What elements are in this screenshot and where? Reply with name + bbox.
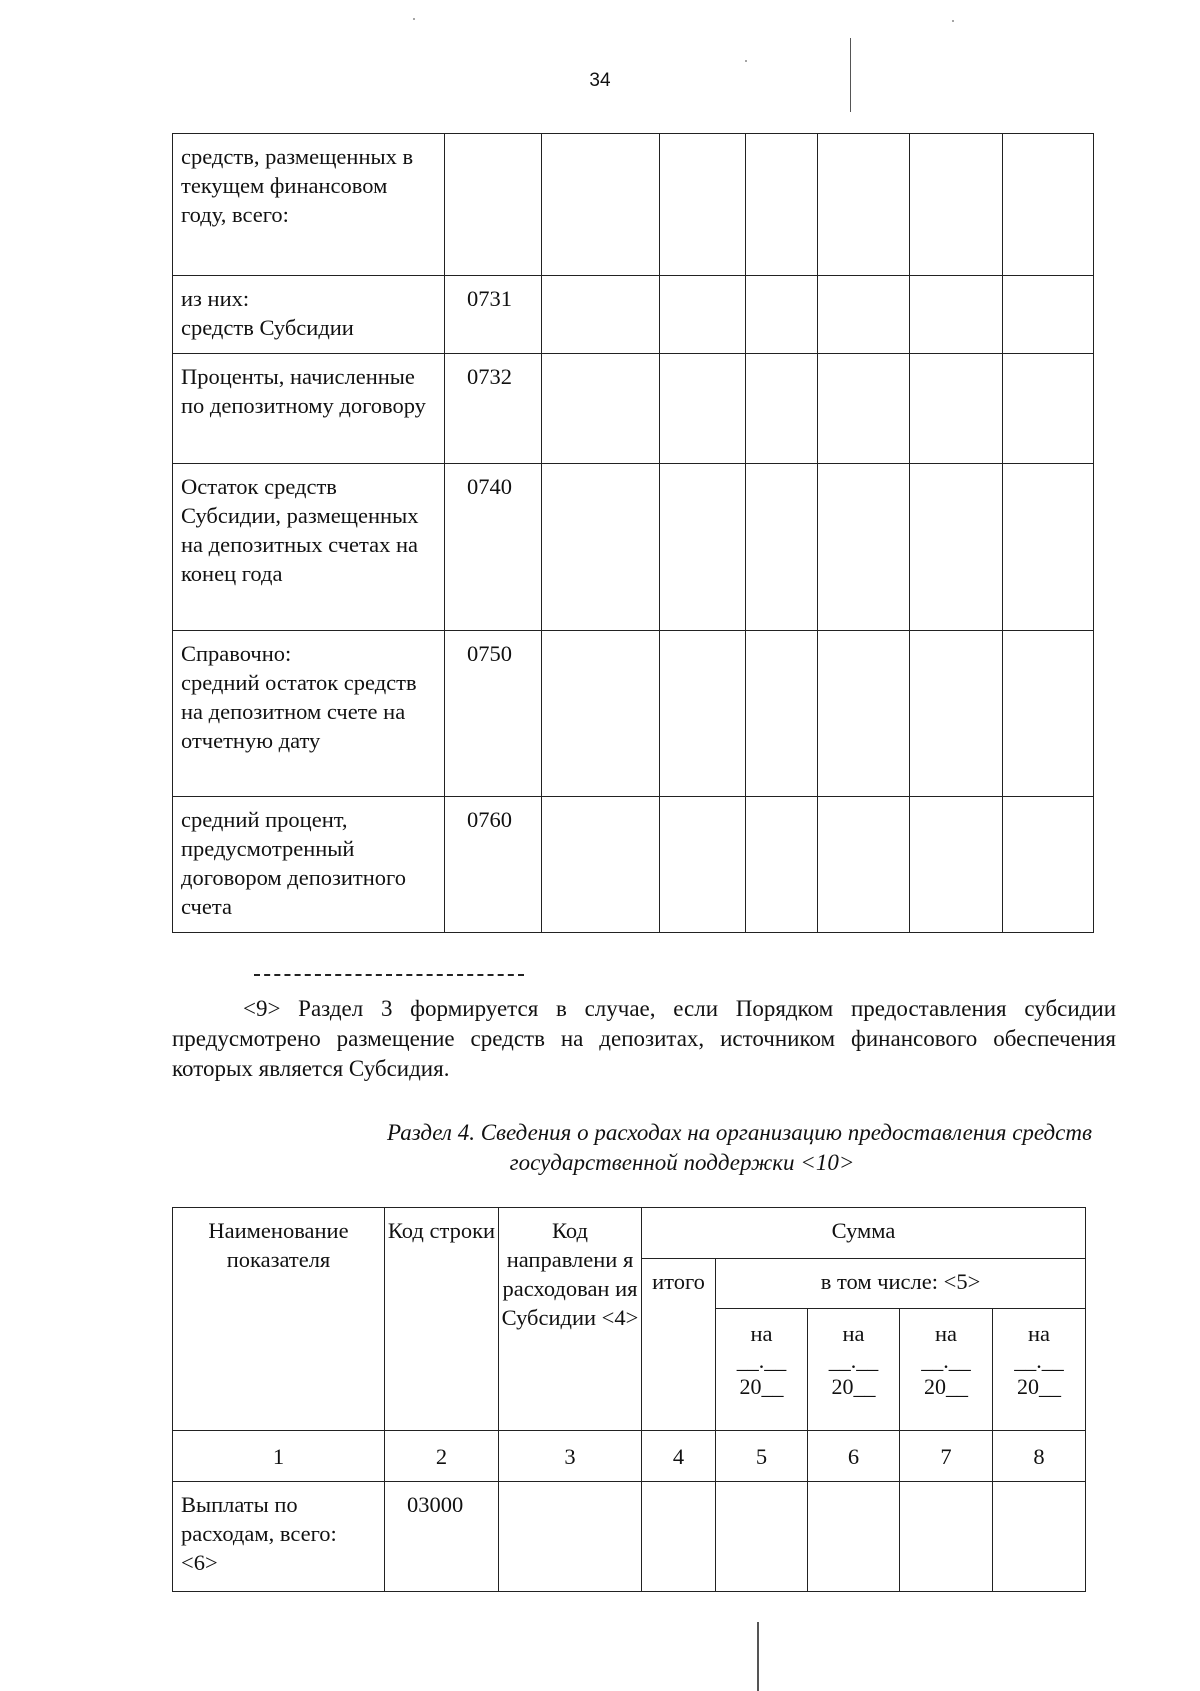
period-date: __.__	[921, 1348, 971, 1373]
row-code	[445, 134, 542, 276]
table-cell	[499, 1482, 642, 1592]
period-year: 20__	[1017, 1374, 1062, 1399]
table-cell	[818, 464, 910, 631]
header-name: Наименование показателя	[173, 1208, 385, 1431]
column-number: 1	[173, 1431, 385, 1482]
table-row	[173, 354, 1094, 464]
column-number: 7	[900, 1431, 993, 1482]
column-number: 6	[808, 1431, 900, 1482]
row-code: 0732	[445, 354, 542, 464]
table-cell	[1003, 354, 1094, 464]
period-word: на	[750, 1321, 773, 1346]
header-code: Код строки	[385, 1208, 499, 1431]
period-word: на	[842, 1321, 865, 1346]
header-direction-code: Код направлени я расходован ия Субсидии <4>	[499, 1208, 642, 1431]
footnote-9: <9> Раздел 3 формируется в случае, если Порядком предоставления субсидии предусмотрено размещение средств на депозитах, источником финансового обеспечения которых является Субсидия.	[172, 996, 1116, 1081]
footnote-separator	[254, 974, 524, 976]
row-code: 0760	[445, 797, 542, 933]
row-code: 0731	[445, 276, 542, 354]
table-cell	[542, 464, 660, 631]
table-cell	[660, 354, 746, 464]
section-title-line: Раздел 4. Сведения о расходах на организацию предоставления средств	[387, 1120, 1092, 1145]
deposit-funds-table	[172, 133, 1094, 933]
header-period	[808, 1309, 900, 1431]
table-row	[173, 276, 1094, 354]
table-cell	[910, 464, 1003, 631]
table-row	[173, 797, 1094, 933]
header-period	[716, 1309, 808, 1431]
table-cell	[660, 797, 746, 933]
table-cell	[746, 464, 818, 631]
row-label: из них: средств Субсидии	[173, 276, 445, 354]
row-label: средств, размещенных в текущем финансовом году, всего:	[173, 134, 445, 276]
table-cell	[746, 134, 818, 276]
table-row	[173, 134, 1094, 276]
table-cell	[900, 1482, 993, 1592]
row-code: 03000	[385, 1482, 499, 1592]
table-cell	[542, 134, 660, 276]
header-total: итого	[642, 1259, 716, 1431]
column-number: 3	[499, 1431, 642, 1482]
table-cell	[746, 276, 818, 354]
table-cell	[542, 631, 660, 797]
table-cell	[660, 464, 746, 631]
table-row	[173, 1482, 1086, 1592]
table-cell	[660, 134, 746, 276]
period-year: 20__	[924, 1374, 968, 1399]
page-number: 34	[589, 70, 611, 91]
table-row	[173, 631, 1094, 797]
table-cell	[910, 797, 1003, 933]
scan-artifact-dot	[952, 20, 954, 22]
table-cell	[660, 631, 746, 797]
table-cell	[1003, 631, 1094, 797]
header-period	[993, 1309, 1086, 1431]
table-cell	[746, 631, 818, 797]
period-date: __.__	[736, 1348, 787, 1373]
table-cell	[910, 276, 1003, 354]
period-date: __.__	[828, 1348, 879, 1373]
column-number: 5	[716, 1431, 808, 1482]
period-year: 20__	[831, 1374, 876, 1399]
table-cell	[993, 1482, 1086, 1592]
table-cell	[1003, 797, 1094, 933]
table-cell	[542, 276, 660, 354]
period-date: __.__	[1014, 1348, 1064, 1373]
table-cell	[746, 797, 818, 933]
table-cell	[642, 1482, 716, 1592]
table-cell	[818, 354, 910, 464]
header-including: в том числе: <5>	[716, 1259, 1086, 1309]
table-cell	[818, 797, 910, 933]
table-cell	[716, 1482, 808, 1592]
table-cell	[660, 276, 746, 354]
column-number-row	[173, 1431, 1086, 1482]
table-cell	[910, 134, 1003, 276]
section-title-line: государственной поддержки <10>	[509, 1150, 855, 1175]
table-cell	[1003, 464, 1094, 631]
scan-artifact-line	[850, 38, 851, 112]
row-label: средний процент, предусмотренный договором депозитного счета	[173, 797, 445, 933]
scan-artifact-dot	[745, 60, 747, 62]
period-word: на	[1028, 1321, 1051, 1346]
table-cell	[818, 276, 910, 354]
header-period	[900, 1309, 993, 1431]
table-cell	[542, 797, 660, 933]
header-row	[173, 1208, 1086, 1259]
table-cell	[746, 354, 818, 464]
row-label: Справочно: средний остаток средств на депозитном счете на отчетную дату	[173, 631, 445, 797]
section-4-title	[172, 1118, 1092, 1178]
expenses-table	[172, 1207, 1086, 1592]
row-code: 0740	[445, 464, 542, 631]
table-cell	[910, 354, 1003, 464]
scan-artifact-line	[757, 1622, 759, 1691]
column-number: 4	[642, 1431, 716, 1482]
row-label: Остаток средств Субсидии, размещенных на депозитных счетах на конец года	[173, 464, 445, 631]
table-cell	[542, 354, 660, 464]
period-word: на	[934, 1321, 958, 1346]
table-cell	[818, 631, 910, 797]
table-cell	[910, 631, 1003, 797]
header-sum: Сумма	[642, 1208, 1086, 1259]
row-code: 0750	[445, 631, 542, 797]
period-year: 20__	[739, 1374, 784, 1399]
row-label: Проценты, начисленные по депозитному договору	[173, 354, 445, 464]
table-cell	[1003, 276, 1094, 354]
table-cell	[808, 1482, 900, 1592]
column-number: 2	[385, 1431, 499, 1482]
table-row	[173, 464, 1094, 631]
table-cell	[1003, 134, 1094, 276]
table-cell	[818, 134, 910, 276]
column-number: 8	[993, 1431, 1086, 1482]
scan-artifact-dot	[413, 18, 415, 20]
row-label: Выплаты по расходам, всего: <6>	[173, 1482, 385, 1592]
